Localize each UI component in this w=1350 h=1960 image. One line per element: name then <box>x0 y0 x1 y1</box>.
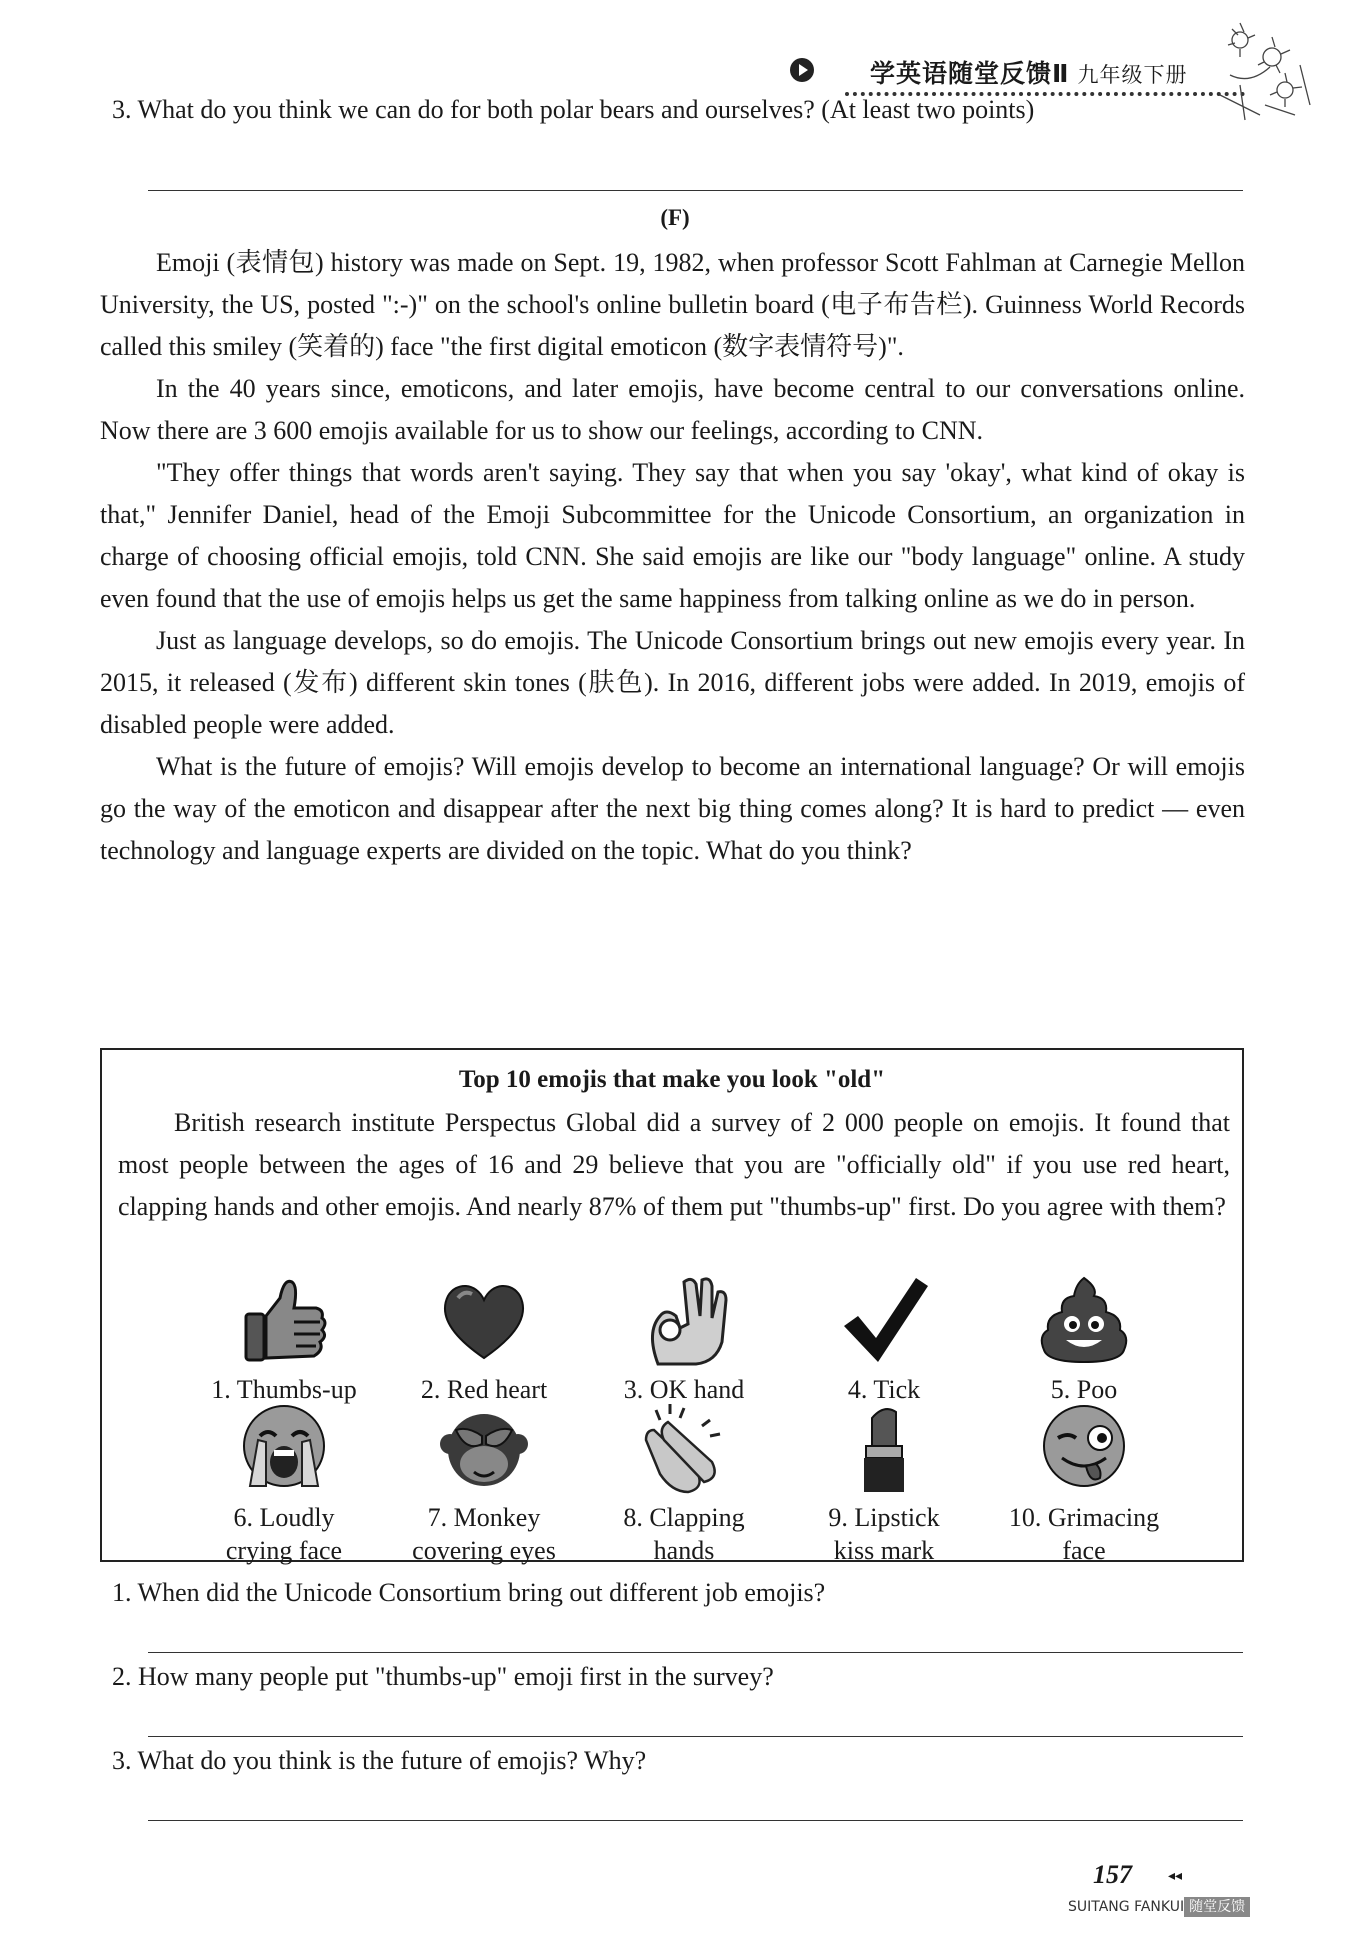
emoji-label: 10. Grimacing <box>1008 1503 1160 1532</box>
section-label: (F) <box>660 205 690 230</box>
emoji-label: 6. Loudly <box>233 1503 335 1532</box>
emoji-item <box>384 1400 584 1567</box>
box-title: Top 10 emojis that make you look "old" <box>458 1066 886 1093</box>
page-number: 157 <box>1093 1860 1132 1889</box>
paragraph-2: In the 40 years since, emoticons, and later emojis, have become central to our conversations online. Now there are 3 600 emojis available for us to show our feelings, according to CNN. <box>100 374 1245 445</box>
footer-brand-cn: 随堂反馈 <box>1184 1897 1250 1917</box>
emoji-label: 1. Thumbs-up <box>211 1375 357 1404</box>
emoji-label: face <box>1062 1536 1106 1565</box>
emoji-label: crying face <box>225 1536 343 1565</box>
answer-line[interactable] <box>148 1820 1243 1821</box>
paragraph-5: What is the future of emojis? Will emojis develop to become an international language? Or will emojis go the way of the emoticon and disappear after the next big thing comes along? It is hard to predict — even technology and language experts are divided on the topic. What do you think? <box>100 752 1245 865</box>
emoji-label: 4. Tick <box>847 1375 921 1404</box>
grimacing-face-icon <box>1036 1400 1132 1496</box>
answer-line[interactable] <box>148 1652 1243 1653</box>
lipstick-kiss-mark-icon <box>836 1400 932 1496</box>
sunflower-decoration-icon <box>1210 15 1320 125</box>
emoji-label: 7. Monkey <box>427 1503 541 1532</box>
emoji-label: hands <box>653 1536 715 1565</box>
emoji-item <box>184 1272 384 1406</box>
emoji-item <box>984 1272 1184 1406</box>
footer-brand-text: SUITANG FANKUI <box>1068 1899 1185 1915</box>
paragraph-4: Just as language develops, so do emojis. The Unicode Consortium brings out new emojis every year. In 2015, it released (发布) different skin tones (肤色). In 2016, different jobs were added. In 2019, emojis of disabled people were added. <box>100 626 1245 739</box>
ok-hand-icon <box>636 1272 732 1368</box>
question-3: 3. What do you think is the future of emojis? Why? <box>112 1746 647 1775</box>
emoji-label: 3. OK hand <box>623 1375 745 1404</box>
previous-question-3: 3. What do you think we can do for both polar bears and ourselves? (At least two points) <box>112 95 1035 124</box>
emoji-label: covering eyes <box>412 1536 556 1565</box>
footer-brand <box>1068 1896 1250 1916</box>
emoji-label: 8. Clapping <box>623 1503 745 1532</box>
emoji-item <box>584 1400 784 1567</box>
emoji-item <box>384 1272 584 1406</box>
emoji-item <box>584 1272 784 1406</box>
thumbs-up-icon <box>236 1272 332 1368</box>
passage <box>100 242 1245 872</box>
monkey-covering-eyes-icon <box>436 1400 532 1496</box>
poo-icon <box>1036 1272 1132 1368</box>
answer-line[interactable] <box>148 1736 1243 1737</box>
emoji-item <box>184 1400 384 1567</box>
box-text: British research institute Perspectus Global did a survey of 2 000 people on emojis. It found that most people between the ages of 16 and 29 believe that you are "officially old" if you use red heart, clapping hands and other emojis. And nearly 87% of them put "thumbs-up" first. Do you agree with them? <box>118 1108 1230 1221</box>
emoji-item <box>784 1400 984 1567</box>
emoji-item <box>784 1272 984 1406</box>
clapping-hands-icon <box>636 1400 732 1496</box>
answer-line[interactable] <box>148 190 1243 191</box>
tick-icon <box>836 1272 932 1368</box>
paragraph-3: "They offer things that words aren't saying. They say that when you say 'okay', what kind of okay is that," Jennifer Daniel, head of the Emoji Subcommittee for the Unicode Consortium, an organization in charge of choosing official emojis, told CNN. She said emojis are like our "body language" online. A study even found that the use of emojis helps us get the same happiness from talking online as we do in person. <box>100 458 1245 613</box>
question-2: 2. How many people put "thumbs-up" emoji first in the survey? <box>112 1662 774 1691</box>
paragraph-1: Emoji (表情包) history was made on Sept. 19, 1982, when professor Scott Fahlman at Carnegie Mellon University, the US, posted ":-)" on the school's online bulletin board (电子布告栏). Guinness World Records called this smiley (笑着的) face "the first digital emoticon (数字表情符号)". <box>100 248 1245 361</box>
red-heart-icon <box>436 1272 532 1368</box>
emoji-survey-box <box>100 1048 1244 1565</box>
loudly-crying-face-icon <box>236 1400 332 1496</box>
emoji-label: 5. Poo <box>1050 1375 1118 1404</box>
emoji-label: 2. Red heart <box>420 1375 548 1404</box>
emoji-item <box>984 1400 1184 1567</box>
book-title: 学英语随堂反馈Ⅱ 九年级下册 <box>870 59 1188 88</box>
double-arrow-icon: ◂◂ <box>1168 1869 1183 1884</box>
book-subtitle: 九年级下册 <box>1077 63 1188 87</box>
question-1: 1. When did the Unicode Consortium bring out different job emojis? <box>112 1578 826 1607</box>
emoji-label: 9. Lipstick <box>828 1503 940 1532</box>
emoji-label: kiss mark <box>833 1536 935 1565</box>
play-icon <box>790 58 814 82</box>
